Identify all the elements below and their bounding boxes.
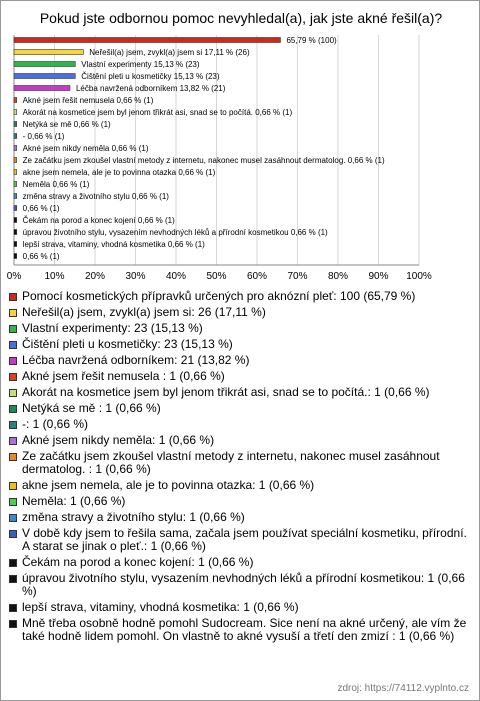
bar-label: Akné jsem řešit nemusela 0,66 % (1) bbox=[22, 96, 154, 105]
bar bbox=[14, 98, 17, 103]
bar-label: Léčba navržená odborníkem 13,82 % (21) bbox=[75, 84, 226, 93]
legend-swatch bbox=[9, 498, 17, 506]
legend-swatch bbox=[9, 293, 17, 301]
bar bbox=[14, 254, 17, 259]
x-tick-label: 20% bbox=[84, 271, 106, 282]
bar-plot bbox=[1, 1, 480, 286]
legend-swatch bbox=[9, 620, 17, 628]
legend-label: -: 1 (0,66 %) bbox=[22, 417, 89, 431]
legend-label: V době kdy jsem to řešila sama, začala jsem používat speciální kosmetiku, přírodní. A starat se jinak o pleť.: 1 (0,66 %) bbox=[22, 526, 467, 553]
legend-swatch bbox=[9, 373, 17, 381]
x-tick-label: 10% bbox=[44, 271, 65, 282]
legend-label: akne jsem nemela, ale je to povinna otazka: 1 (0,66 %) bbox=[22, 478, 315, 492]
bar-label: 0,66 % (1) bbox=[22, 204, 60, 213]
legend-item bbox=[9, 338, 475, 351]
legend-label: Čekám na porod a konec kojení: 1 (0,66 %) bbox=[22, 555, 254, 569]
bar bbox=[14, 74, 75, 79]
bar bbox=[14, 218, 17, 223]
legend-swatch bbox=[9, 341, 17, 349]
bar-label: lepší strava, vitaminy, vhodná kosmetika 0,66 % (1) bbox=[22, 240, 205, 249]
bar-label: úpravou životního stylu, vysazením nevhodných léků a přírodní kosmetikou 0,66 % (1) bbox=[22, 228, 328, 237]
legend-label: Čištění pleti u kosmetičky: 23 (15,13 %) bbox=[22, 337, 233, 351]
legend-swatch bbox=[9, 482, 17, 490]
bar bbox=[14, 38, 280, 43]
x-tick-label: 80% bbox=[327, 271, 349, 282]
bar bbox=[14, 122, 17, 127]
bar-label: 65,79 % (100) bbox=[286, 36, 337, 45]
legend-label: Mně třeba osobně hodně pomohl Sudocream. Sice není na akné určený, ale vím že také hodně lidem pomohl. On vlastně to akné vysuší a třetí den zmizí : 1 (0,66 %) bbox=[22, 616, 467, 643]
bar bbox=[14, 170, 17, 175]
legend-item bbox=[9, 556, 475, 569]
bar-label: Neměla 0,66 % (1) bbox=[22, 180, 90, 189]
legend-label: Vlastní experimenty: 23 (15,13 %) bbox=[22, 321, 203, 335]
bar bbox=[14, 182, 17, 187]
legend-swatch bbox=[9, 421, 17, 429]
x-tick-label: 90% bbox=[368, 271, 389, 282]
legend-label: Ze začátku jsem zkoušel vlastní metody z internetu, nakonec musel zasáhnout dermatolog. : 1 (0,66 %) bbox=[22, 449, 440, 476]
bar-label: Akorát na kosmetice jsem byl jenom třikrát asi, snad se to počítá. 0,66 % (1) bbox=[22, 108, 293, 117]
bar-label: Čekám na porod a konec kojení 0,66 % (1) bbox=[22, 216, 175, 225]
legend-label: úpravou životního stylu, vysazením nevhodných léků a přírodní kosmetikou: 1 (0,66 %) bbox=[22, 571, 465, 598]
bar-label: akne jsem nemela, ale je to povinna otazka 0,66 % (1) bbox=[22, 168, 216, 177]
bar-label: Ze začátku jsem zkoušel vlastní metody z internetu, nakonec musel zasáhnout dermatolog. 0,66 % (1) bbox=[22, 156, 385, 165]
legend-item bbox=[9, 354, 475, 367]
legend-item bbox=[9, 434, 475, 447]
bar-label: 0,66 % (1) bbox=[22, 252, 60, 261]
legend-swatch bbox=[9, 530, 17, 538]
legend-item bbox=[9, 527, 475, 553]
legend-label: Neměla: 1 (0,66 %) bbox=[22, 494, 126, 508]
x-tick-label: 60% bbox=[246, 271, 268, 282]
legend-item bbox=[9, 511, 475, 524]
bar bbox=[14, 50, 83, 55]
x-tick-label: 0% bbox=[6, 271, 22, 282]
legend-swatch bbox=[9, 357, 17, 365]
legend-item bbox=[9, 306, 475, 319]
legend-label: Pomocí kosmetických přípravků určených pro aknózní pleť: 100 (65,79 %) bbox=[22, 289, 416, 303]
bar bbox=[14, 230, 17, 235]
legend-swatch bbox=[9, 575, 17, 583]
legend-item bbox=[9, 418, 475, 431]
legend-item bbox=[9, 370, 475, 383]
bar-label: Vlastní experimenty 15,13 % (23) bbox=[81, 60, 200, 69]
bar bbox=[14, 134, 17, 139]
legend-swatch bbox=[9, 514, 17, 522]
legend-swatch bbox=[9, 453, 17, 461]
legend-item bbox=[9, 601, 475, 614]
legend-item bbox=[9, 402, 475, 415]
legend-swatch bbox=[9, 559, 17, 567]
x-tick-label: 70% bbox=[287, 271, 308, 282]
legend-item bbox=[9, 386, 475, 399]
x-tick-label: 100% bbox=[406, 271, 432, 282]
legend-swatch bbox=[9, 604, 17, 612]
bar bbox=[14, 194, 17, 199]
bar bbox=[14, 242, 17, 247]
bar bbox=[14, 62, 75, 67]
legend-label: Akné jsem řešit nemusela : 1 (0,66 %) bbox=[22, 369, 225, 383]
legend-label: Léčba navržená odborníkem: 21 (13,82 %) bbox=[22, 353, 250, 367]
chart-title: Pokud jste odbornou pomoc nevyhledal(a), jak jste akné řešil(a)? bbox=[39, 10, 443, 26]
bar bbox=[14, 206, 17, 211]
x-tick-label: 40% bbox=[165, 271, 187, 282]
bar-label: Akné jsem nikdy neměla 0,66 % (1) bbox=[22, 144, 149, 153]
bar bbox=[14, 86, 70, 91]
source-note: zdroj: https://74112.vyplnto.cz bbox=[337, 683, 469, 694]
legend-label: Akné jsem nikdy neměla: 1 (0,66 %) bbox=[22, 433, 215, 447]
legend-swatch bbox=[9, 309, 17, 317]
bar bbox=[14, 110, 17, 115]
legend-label: Neřešil(a) jsem, zvykl(a) jsem si: 26 (17,11 %) bbox=[22, 305, 266, 319]
legend-swatch bbox=[9, 389, 17, 397]
bar bbox=[14, 146, 17, 151]
legend-label: lepší strava, vitaminy, vhodná kosmetika: 1 (0,66 %) bbox=[22, 600, 299, 614]
bar-label: Netýká se mě 0,66 % (1) bbox=[22, 120, 111, 129]
bar-label: - 0,66 % (1) bbox=[22, 132, 65, 141]
x-tick-label: 30% bbox=[125, 271, 146, 282]
bar bbox=[14, 158, 17, 163]
chart-legend bbox=[9, 290, 475, 646]
x-tick-label: 50% bbox=[206, 271, 227, 282]
legend-item bbox=[9, 572, 475, 598]
bar-label: změna stravy a životního stylu 0,66 % (1) bbox=[22, 192, 169, 201]
legend-item bbox=[9, 479, 475, 492]
bar-label: Čištění pleti u kosmetičky 15,13 % (23) bbox=[81, 72, 220, 81]
legend-label: změna stravy a životního stylu: 1 (0,66 %) bbox=[22, 510, 245, 524]
bar-label: Neřešil(a) jsem, zvykl(a) jsem si 17,11 % (26) bbox=[89, 48, 250, 57]
legend-item bbox=[9, 617, 475, 643]
legend-item bbox=[9, 322, 475, 335]
legend-label: Akorát na kosmetice jsem byl jenom třikrát asi, snad se to počítá.: 1 (0,66 %) bbox=[22, 385, 430, 399]
legend-label: Netýká se mě : 1 (0,66 %) bbox=[22, 401, 161, 415]
legend-item bbox=[9, 450, 475, 476]
legend-swatch bbox=[9, 405, 17, 413]
legend-item bbox=[9, 495, 475, 508]
legend-swatch bbox=[9, 437, 17, 445]
legend-swatch bbox=[9, 325, 17, 333]
legend-item bbox=[9, 290, 475, 303]
